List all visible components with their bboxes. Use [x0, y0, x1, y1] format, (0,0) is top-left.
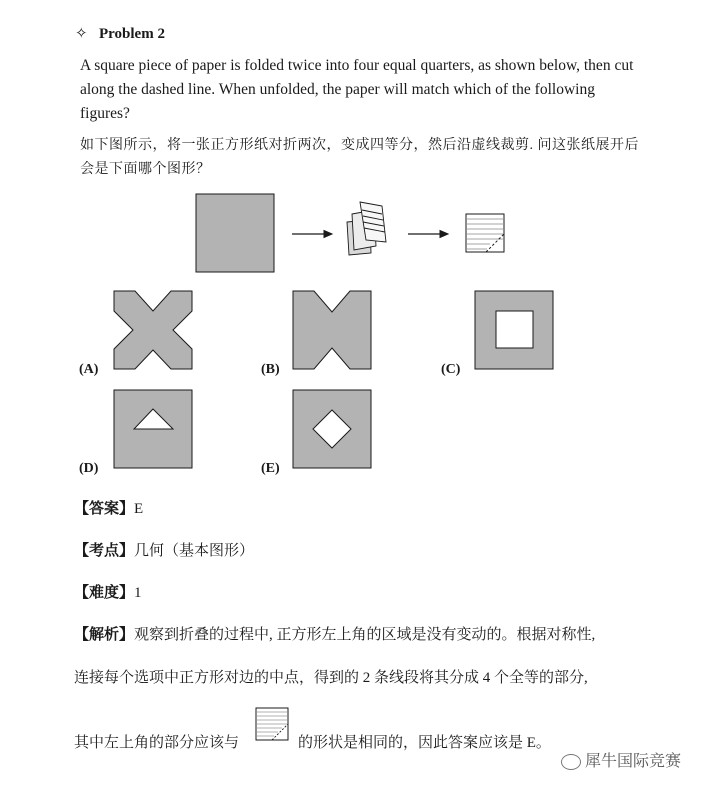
paper-square [196, 194, 274, 272]
answer-line [74, 497, 143, 518]
option-a-shape [114, 291, 192, 369]
analysis-line-1 [74, 623, 595, 644]
option-e-label: (E) [261, 461, 280, 476]
problem-text-english: A square piece of paper is folded twice into four equal quarters, as shown below, then cut along the dashed line. When unfolded, the paper will match which of the following figures? [80, 57, 634, 122]
problem-text-chinese: 如下图所示，将一张正方形纸对折两次，变成四等分，然后沿虚线裁剪. 问这张纸展开后会是下面哪个图形？ [80, 138, 639, 177]
topic-label: 【考点】 [74, 543, 135, 559]
topic-line [74, 539, 254, 560]
answer-label: 【答案】 [74, 501, 135, 517]
watermark [561, 748, 681, 771]
inline-folded-icon [256, 708, 288, 740]
star-icon: ✧ [75, 26, 88, 42]
arrow-1 [292, 231, 332, 238]
difficulty-line [74, 581, 142, 602]
arrow-2 [408, 231, 448, 238]
option-c-hole [496, 311, 533, 348]
folding-paper-icon [347, 202, 386, 255]
analysis-line-2: 连接每个选项中正方形对边的中点，得到的 2 条线段将其分成 4 个全等的部分, [74, 670, 588, 686]
wechat-icon [561, 754, 581, 770]
analysis-text-1: 观察到折叠的过程中, 正方形左上角的区域是没有变动的。根据对称性, [134, 627, 596, 643]
problem-title: Problem 2 [99, 26, 165, 42]
difficulty-label: 【难度】 [74, 585, 135, 601]
option-b-label: (B) [261, 362, 280, 377]
difficulty-value: 1 [134, 585, 142, 601]
analysis-line-3a: 其中左上角的部分应该与 [74, 735, 240, 751]
option-d-label: (D) [79, 461, 99, 476]
topic-value: 几何（基本图形） [134, 543, 255, 559]
watermark-text: 犀牛国际竞赛 [584, 751, 681, 770]
folded-quarter-icon [466, 214, 504, 252]
analysis-line-3b: 的形状是相同的，因此答案应该是 E。 [298, 735, 551, 751]
analysis-label: 【解析】 [74, 627, 135, 643]
answer-value: E [134, 501, 144, 517]
option-c-label: (C) [441, 362, 461, 377]
option-a-label: (A) [79, 362, 99, 377]
option-b-shape [293, 291, 371, 369]
